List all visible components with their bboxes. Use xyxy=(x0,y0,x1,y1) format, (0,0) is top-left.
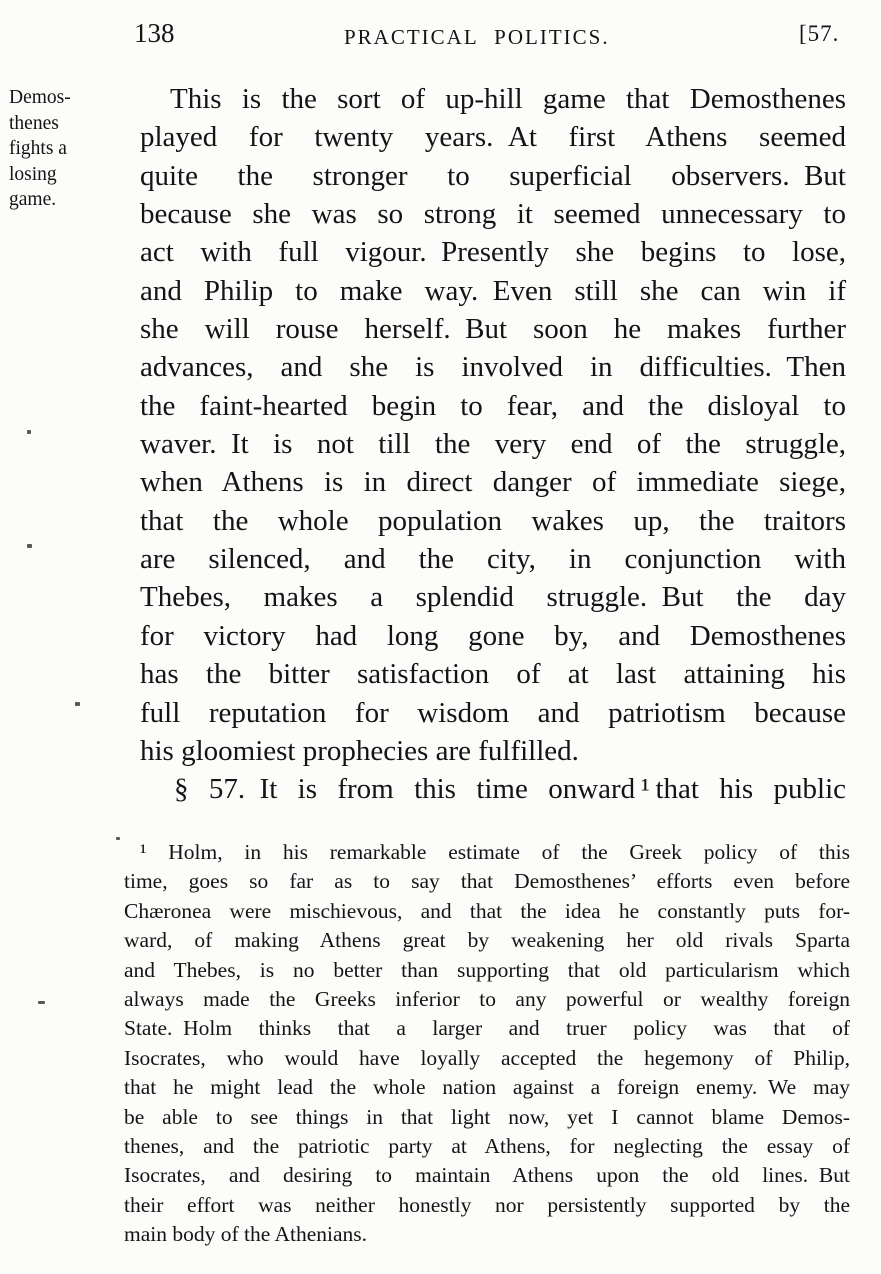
footnote-line: thenes, and the patriotic party at Athens, for neglecting the essay of xyxy=(124,1134,850,1159)
footnote-line: time, goes so far as to say that Demosthenes’ efforts even before xyxy=(124,869,850,894)
footnote-line: and Thebes, is no better than supporting that old particularism which xyxy=(124,957,850,982)
text-line: his gloomiest prophecies are fulfilled. xyxy=(140,734,579,767)
footnote-line: main body of the Athenians. xyxy=(124,1222,368,1247)
margin-note-line: losing xyxy=(9,163,57,185)
text-line: and Philip to make way. Even still she can win if xyxy=(140,274,846,307)
scan-artifact xyxy=(38,1001,45,1004)
text-line: played for twenty years. At first Athens seemed xyxy=(140,121,846,154)
margin-note-line: Demos- xyxy=(9,87,71,108)
page-number: 138 xyxy=(134,18,175,48)
paragraph-demosthenes-game xyxy=(140,80,846,770)
text-line: advances, and she is involved in difficulties. Then xyxy=(140,351,846,384)
scan-artifact xyxy=(27,430,31,434)
text-line: This is the sort of up-hill game that Demosthenes xyxy=(170,83,846,115)
text-line: § 57. It is from this time onward ¹ that his public xyxy=(174,773,846,806)
text-line: that the whole population wakes up, the traitors xyxy=(140,504,846,537)
main-text xyxy=(140,80,846,809)
section-marker: [57. xyxy=(799,21,840,46)
text-line: for victory had long gone by, and Demosthenes xyxy=(140,619,846,652)
text-line: has the bitter satisfaction of at last attaining his xyxy=(140,658,846,691)
scan-artifact xyxy=(27,544,32,548)
text-line: are silenced, and the city, in conjunction with xyxy=(140,543,846,576)
footnote-line: ¹ Holm, in his remarkable estimate of the Greek policy of this xyxy=(140,840,850,864)
footnote-line: ward, of making Athens great by weakening her old rivals Sparta xyxy=(124,928,850,953)
running-title: PRACTICAL POLITICS. xyxy=(344,25,610,49)
text-line: waver. It is not till the very end of the struggle, xyxy=(140,428,846,461)
margin-note-line: game. xyxy=(9,189,57,210)
footnote-line: Isocrates, who would have loyally accepted the hegemony of Philip, xyxy=(124,1045,850,1070)
margin-note-line: thenes xyxy=(9,112,59,134)
footnote-line: always made the Greeks inferior to any powerful or wealthy foreign xyxy=(124,987,850,1012)
margin-note-line: fights a xyxy=(9,138,67,159)
paragraph-section-57 xyxy=(140,770,846,808)
scan-artifact xyxy=(116,837,120,840)
text-line: full reputation for wisdom and patriotism because xyxy=(140,696,846,729)
text-line: she will rouse herself. But soon he makes further xyxy=(140,313,846,346)
text-line: Thebes, makes a splendid struggle. But the day xyxy=(140,581,846,614)
text-line: because she was so strong it seemed unnecessary to xyxy=(140,198,846,231)
footnote-line: Isocrates, and desiring to maintain Athens upon the old lines. But xyxy=(124,1163,850,1188)
footnote-line: Chæronea were mischievous, and that the idea he constantly puts for- xyxy=(124,898,850,923)
footnote-line: their effort was neither honestly nor persistently supported by the xyxy=(124,1192,850,1217)
footnote-line: that he might lead the whole nation against a foreign enemy. We may xyxy=(124,1075,850,1100)
text-line: the faint-hearted begin to fear, and the disloyal to xyxy=(140,389,846,422)
footnote-line: State. Holm thinks that a larger and truer policy was that of xyxy=(124,1016,850,1041)
footnote-line: be able to see things in that light now, yet I cannot blame Demos- xyxy=(124,1104,850,1129)
footnote-holm xyxy=(124,838,850,1250)
text-line: when Athens is in direct danger of immediate siege, xyxy=(140,466,846,499)
text-line: quite the stronger to superficial observers. But xyxy=(140,159,846,192)
margin-note xyxy=(9,85,127,213)
text-line: act with full vigour. Presently she begins to lose, xyxy=(140,236,846,269)
scan-artifact xyxy=(75,702,80,706)
